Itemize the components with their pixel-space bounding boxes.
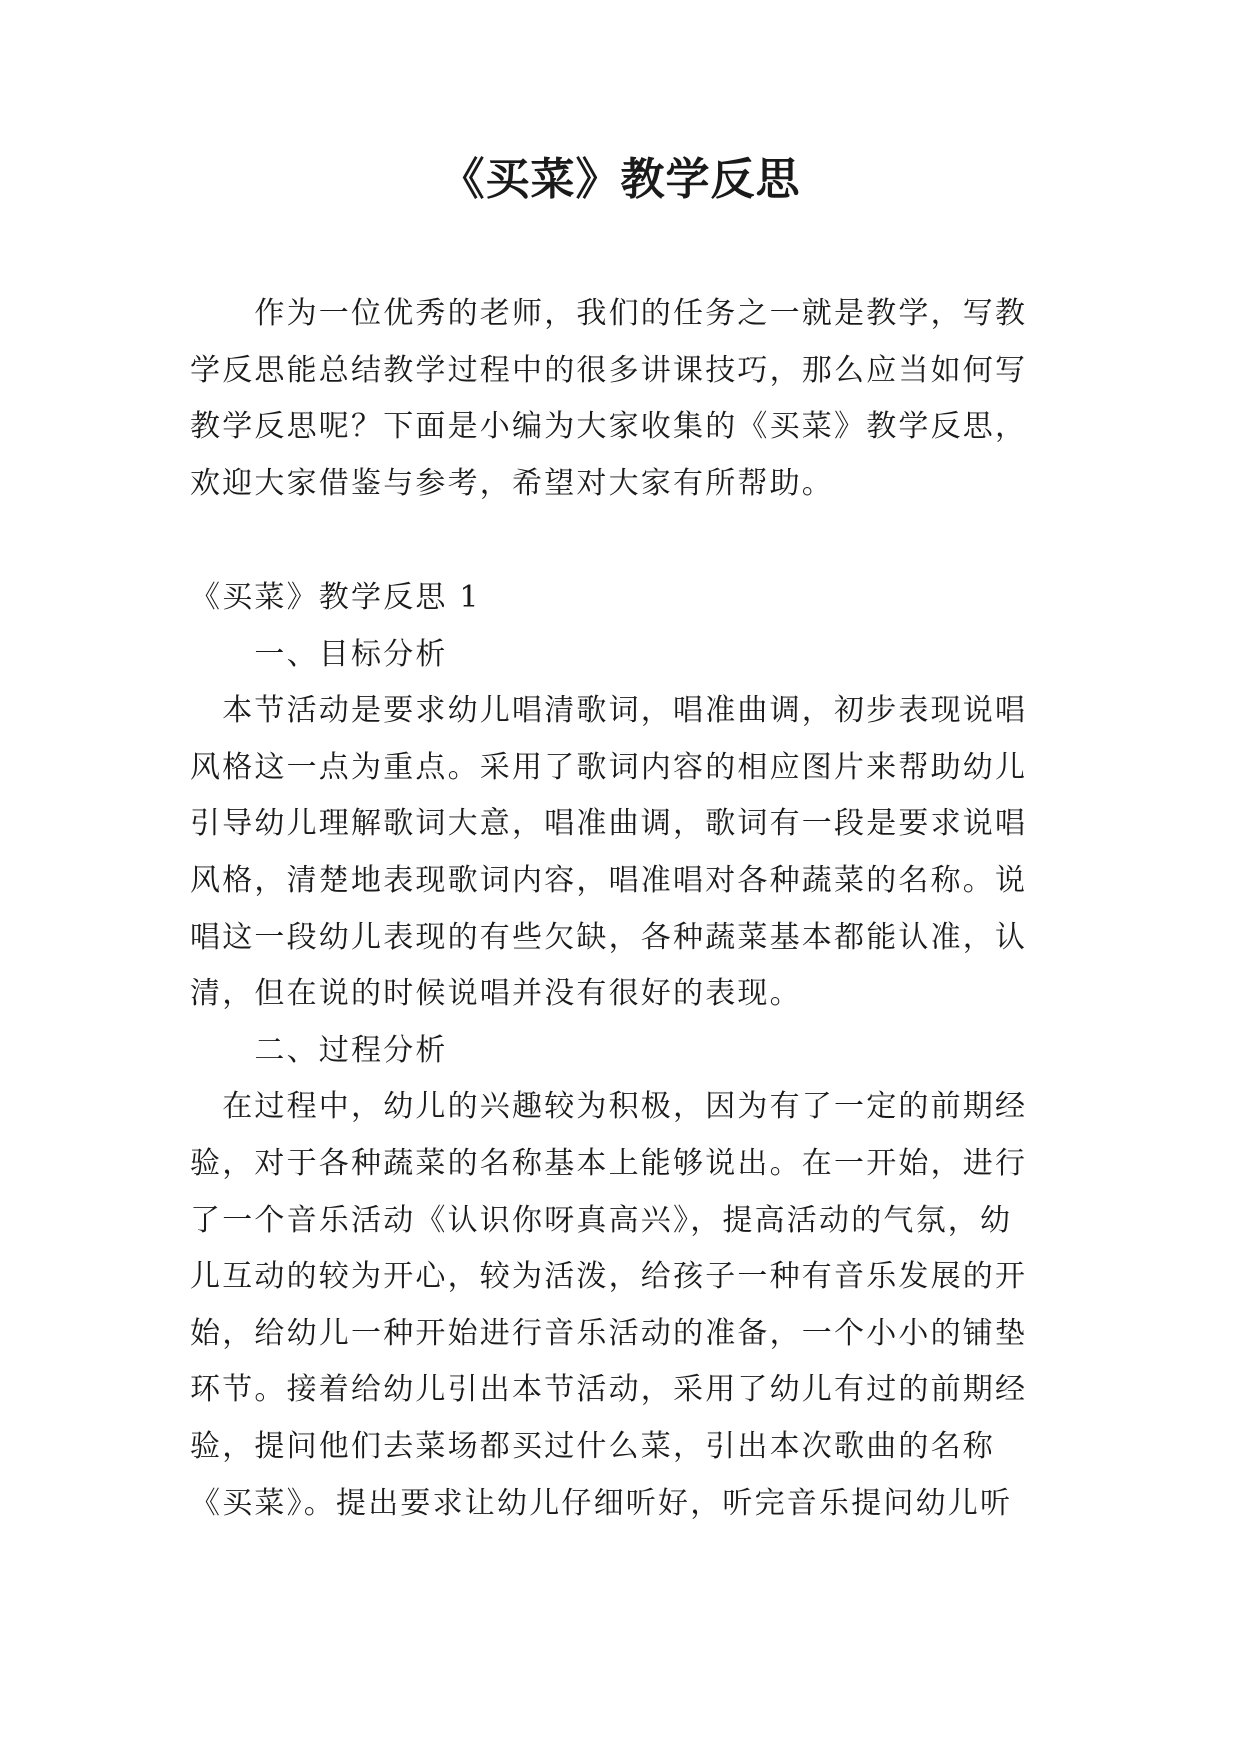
body-line: 在过程中，幼儿的兴趣较为积极，因为有了一定的前期经 <box>190 1089 1028 1125</box>
body-line: 引导幼儿理解歌词大意，唱准曲调，歌词有一段是要求说唱 <box>190 806 1028 842</box>
section-heading: 《买菜》教学反思 1 <box>190 580 481 615</box>
body-line: 唱这一段幼儿表现的有些欠缺，各种蔬菜基本都能认准，认 <box>190 919 1028 955</box>
body-line: 验，对于各种蔬菜的名称基本上能够说出。在一开始，进行 <box>190 1145 1028 1181</box>
body-line: 本节活动是要求幼儿唱清歌词，唱准曲调，初步表现说唱 <box>190 693 1028 729</box>
intro-line: 学反思能总结教学过程中的很多讲课技巧，那么应当如何写 <box>190 352 1028 388</box>
body-line: 风格，清楚地表现歌词内容，唱准唱对各种蔬菜的名称。说 <box>190 862 1028 898</box>
body-line: 《买菜》。提出要求让幼儿仔细听好，听完音乐提问幼儿听 <box>190 1485 1013 1521</box>
body-line: 清，但在说的时候说唱并没有很好的表现。 <box>190 976 802 1012</box>
intro-line: 作为一位优秀的老师，我们的任务之一就是教学，写教 <box>190 296 1028 331</box>
subsection-heading-goals: 一、目标分析 <box>190 636 448 672</box>
body-line: 始，给幼儿一种开始进行音乐活动的准备，一个小小的铺垫 <box>190 1315 1028 1351</box>
body-line: 风格这一点为重点。采用了歌词内容的相应图片来帮助幼儿 <box>190 749 1028 785</box>
intro-paragraph <box>190 286 1070 512</box>
subsection-heading-process: 二、过程分析 <box>190 1032 448 1068</box>
body-line: 验，提问他们去菜场都买过什么菜，引出本次歌曲的名称 <box>190 1428 995 1464</box>
section-body <box>190 570 1070 1532</box>
document-title: 《买菜》教学反思 <box>440 154 801 205</box>
body-line: 儿互动的较为开心，较为活泼，给孩子一种有音乐发展的开 <box>190 1259 1028 1295</box>
intro-line: 欢迎大家借鉴与参考，希望对大家有所帮助。 <box>190 465 834 501</box>
body-line: 环节。接着给幼儿引出本节活动，采用了幼儿有过的前期经 <box>190 1372 1028 1408</box>
body-line: 了一个音乐活动《认识你呀真高兴》，提高活动的气氛，幼 <box>190 1202 1013 1238</box>
intro-line: 教学反思呢？下面是小编为大家收集的《买菜》教学反思， <box>190 409 1028 445</box>
